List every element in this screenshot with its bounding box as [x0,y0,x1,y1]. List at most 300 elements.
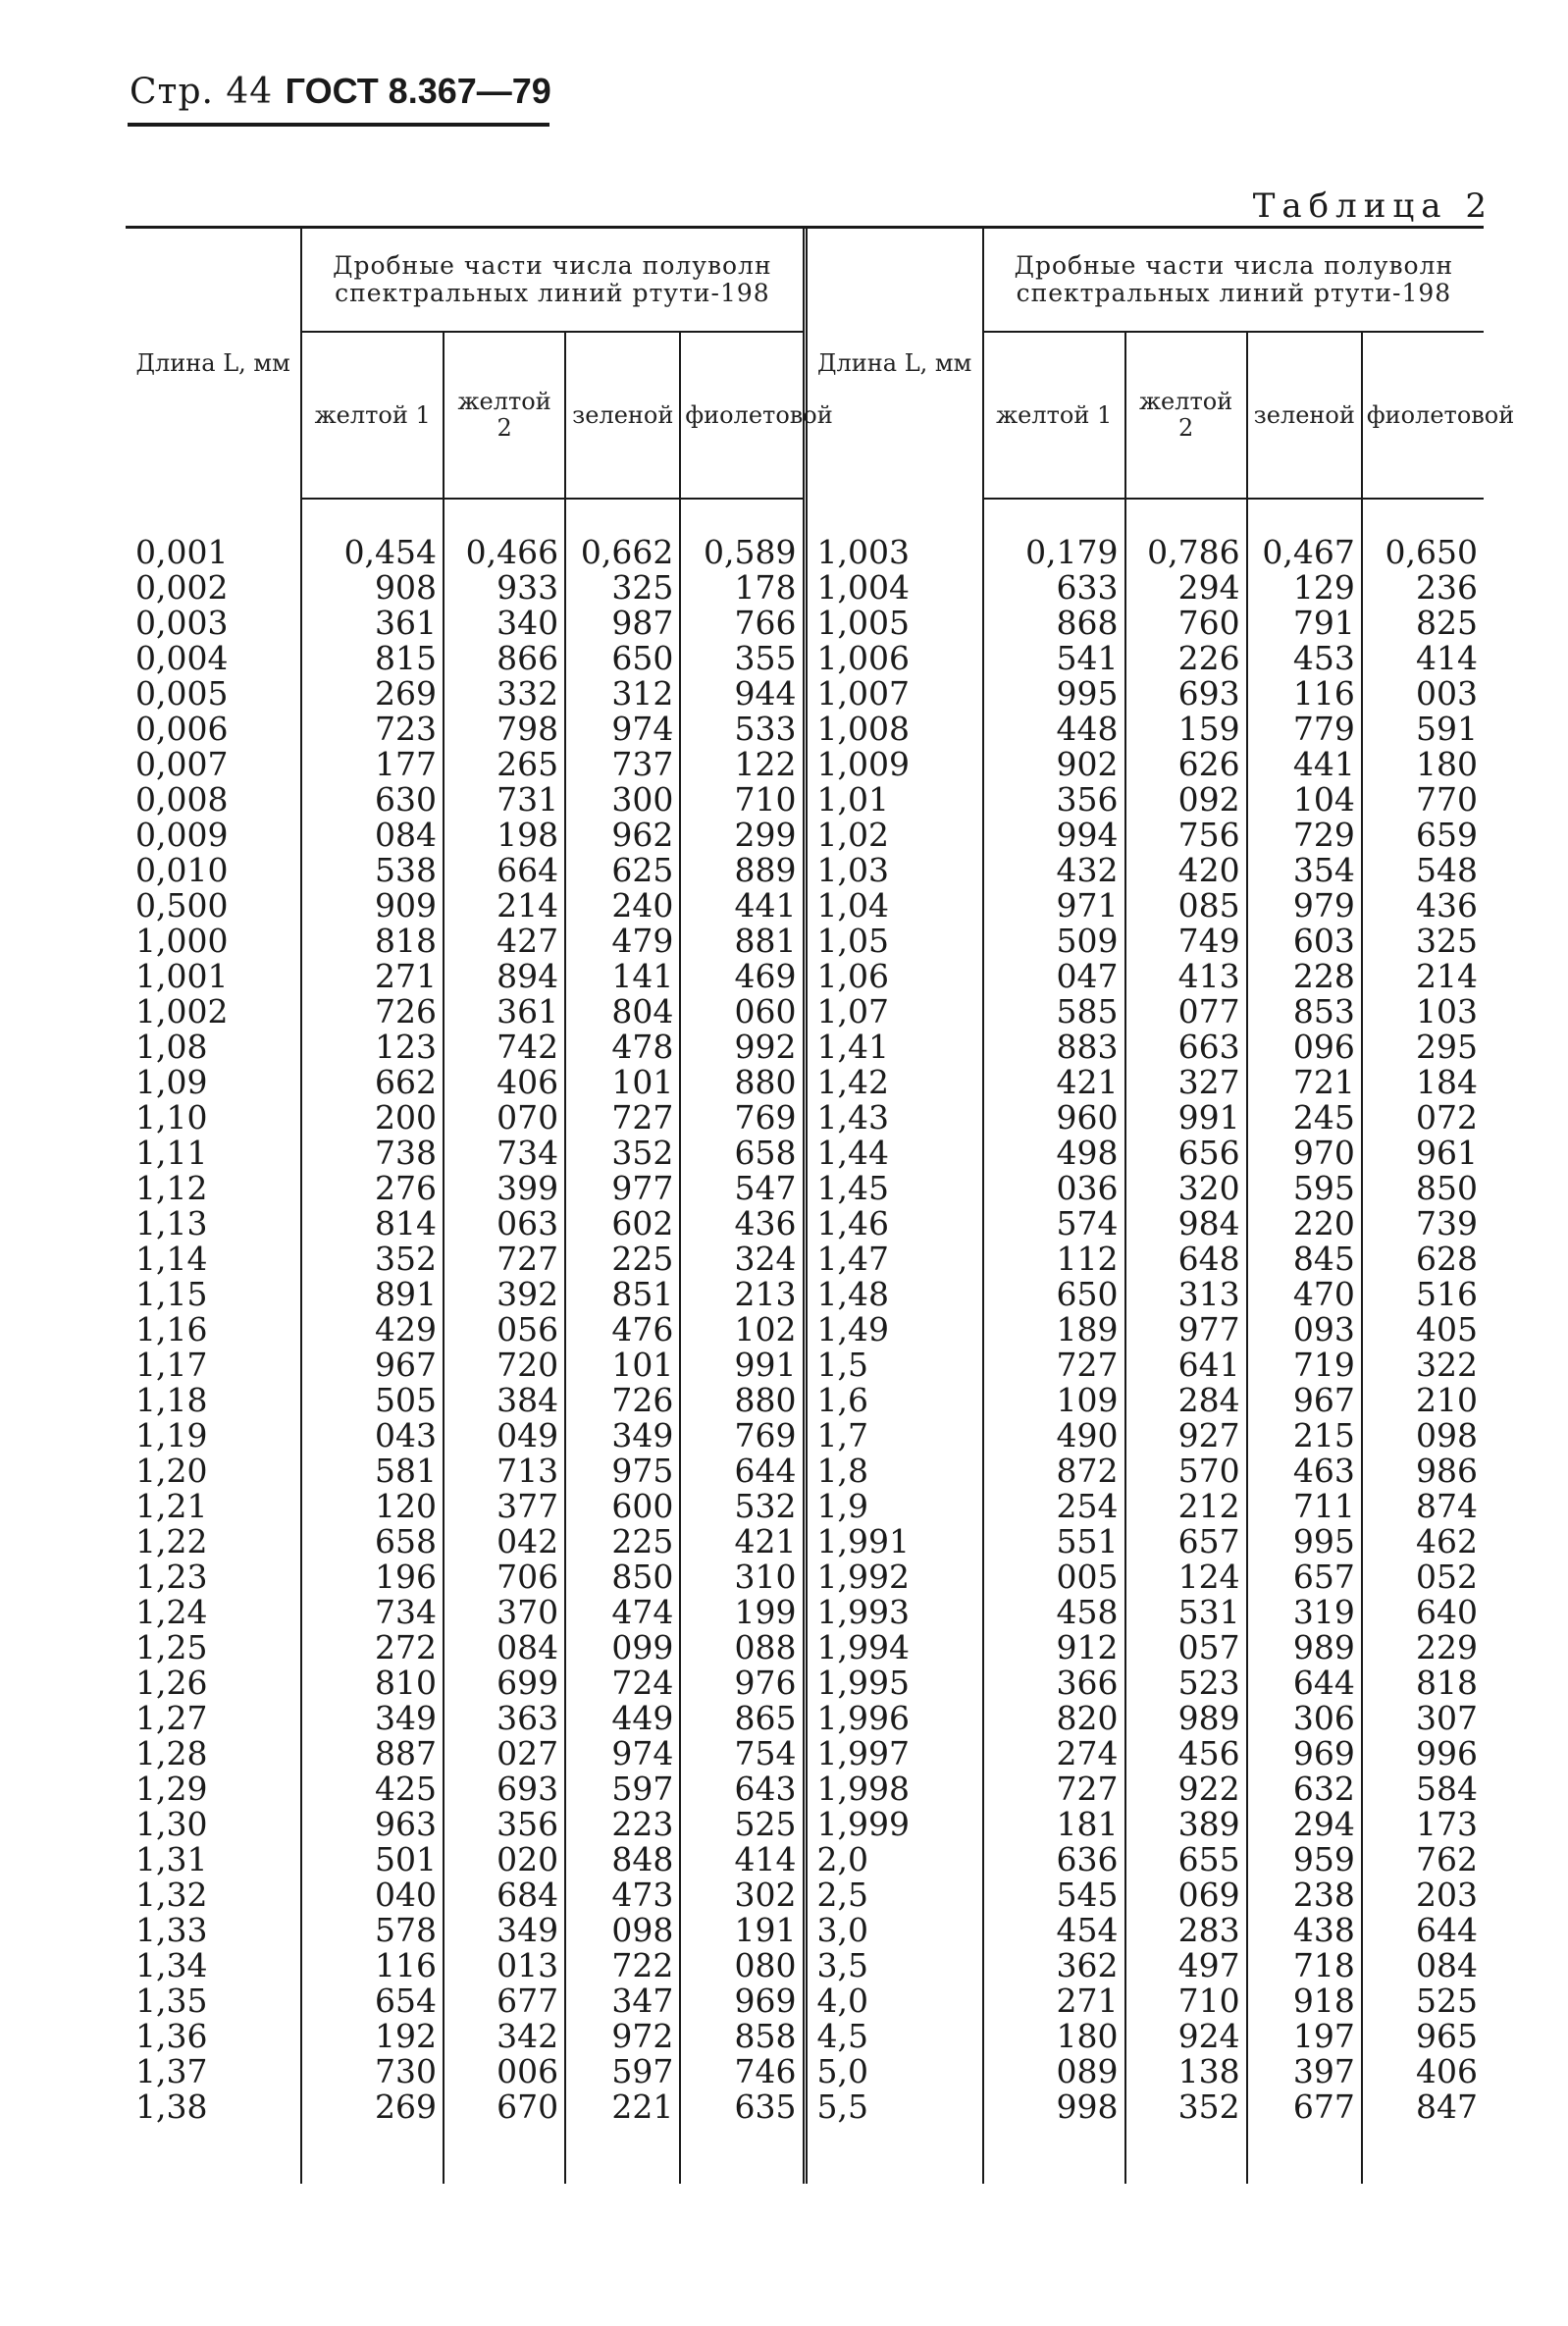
cell-violet: 469 [680,959,802,994]
cell-yellow1: 815 [301,641,444,676]
cell-length: 1,994 [816,1628,910,1666]
cell-length: 1,001 [135,957,229,995]
table-row [126,888,803,924]
cell-green: 238 [1247,1877,1362,1913]
cell-green: 0,662 [565,499,680,570]
table-row [808,1983,1485,2019]
cell-yellow1: 820 [983,1701,1125,1736]
cell-yellow2: 070 [444,1100,565,1136]
cell-violet: 992 [680,1030,802,1065]
cell-violet: 986 [1362,1454,1484,1489]
cell-yellow1: 505 [301,1383,444,1418]
cell-length: 1,03 [816,851,889,889]
cell-yellow1: 043 [301,1418,444,1454]
cell-violet: 658 [680,1136,802,1171]
cell-yellow2: 0,466 [444,499,565,570]
cell-length: 1,05 [816,922,889,960]
table-row [126,1771,803,1807]
table-label: Таблица 2 [1252,186,1493,226]
cell-length: 0,010 [135,851,229,889]
cell-yellow2: 922 [1125,1771,1247,1807]
column-header-yellow2: желтой 2 [444,332,565,499]
column-header-yellow1: желтой 1 [983,332,1125,499]
cell-violet: 210 [1362,1383,1484,1418]
cell-length: 1,16 [135,1310,208,1348]
cell-length: 2,5 [816,1876,868,1914]
cell-length: 1,29 [135,1770,208,1808]
table-row [126,959,803,994]
cell-green: 245 [1247,1100,1362,1136]
table-row [126,1242,803,1277]
cell-yellow2: 798 [444,712,565,747]
cell-length: 1,14 [135,1240,208,1278]
cell-green: 221 [565,2089,680,2184]
table-row [126,2054,803,2089]
cell-green: 718 [1247,1948,1362,1983]
cell-green: 969 [1247,1736,1362,1771]
cell-violet: 865 [680,1701,802,1736]
cell-yellow2: 693 [1125,676,1247,712]
cell-yellow2: 664 [444,853,565,888]
table-row [126,641,803,676]
cell-green: 918 [1247,1983,1362,2019]
table-row [126,1065,803,1100]
cell-length: 1,15 [135,1275,208,1313]
table-row [808,1630,1485,1665]
cell-violet: 295 [1362,1030,1484,1065]
cell-green: 479 [565,924,680,959]
cell-yellow2: 406 [444,1065,565,1100]
cell-length: 1,21 [135,1487,208,1525]
cell-green: 737 [565,747,680,782]
cell-yellow1: 269 [301,676,444,712]
cell-yellow1: 630 [301,782,444,818]
cell-yellow1: 995 [983,676,1125,712]
table-row [808,712,1485,747]
cell-yellow1: 084 [301,818,444,853]
cell-yellow1: 810 [301,1665,444,1701]
cell-yellow2: 656 [1125,1136,1247,1171]
cell-green: 478 [565,1030,680,1065]
cell-violet: 858 [680,2019,802,2054]
table-row [808,606,1485,641]
cell-violet: 525 [1362,1983,1484,2019]
table-row [808,853,1485,888]
column-header-length: Длина L, мм [135,349,290,378]
cell-length: 1,17 [135,1346,208,1384]
cell-yellow2: 420 [1125,853,1247,888]
cell-green: 657 [1247,1559,1362,1595]
cell-yellow2: 641 [1125,1348,1247,1383]
cell-green: 602 [565,1206,680,1242]
table-row [808,499,1485,570]
cell-yellow1: 116 [301,1948,444,1983]
cell-violet: 236 [1362,570,1484,606]
cell-yellow2: 933 [444,570,565,606]
table-body-right [808,499,1485,2184]
cell-length: 3,0 [816,1911,868,1949]
cell-length: 1,9 [816,1487,868,1525]
cell-yellow2: 159 [1125,712,1247,747]
table-row [808,1348,1485,1383]
cell-length: 1,009 [816,745,910,783]
cell-yellow2: 313 [1125,1277,1247,1312]
cell-violet: 414 [1362,641,1484,676]
data-table [126,226,1515,2184]
cell-length: 1,38 [135,2088,208,2126]
cell-length: 1,35 [135,1982,208,2020]
table-row [808,1312,1485,1348]
cell-length: 1,34 [135,1946,208,1984]
cell-yellow2: 924 [1125,2019,1247,2054]
cell-green: 972 [565,2019,680,2054]
table-row [808,1454,1485,1489]
cell-violet: 102 [680,1312,802,1348]
cell-length: 1,48 [816,1275,889,1313]
cell-violet: 533 [680,712,802,747]
cell-yellow2: 989 [1125,1701,1247,1736]
cell-yellow1: 352 [301,1242,444,1277]
cell-violet: 405 [1362,1312,1484,1348]
cell-green: 850 [565,1559,680,1595]
cell-yellow2: 342 [444,2019,565,2054]
cell-yellow1: 538 [301,853,444,888]
cell-violet: 103 [1362,994,1484,1030]
cell-green: 101 [565,1065,680,1100]
cell-length: 1,002 [135,992,229,1031]
cell-yellow1: 633 [983,570,1125,606]
column-header-violet: фиолетовой [1362,332,1484,499]
cell-green: 240 [565,888,680,924]
table-row [126,747,803,782]
cell-violet: 180 [1362,747,1484,782]
cell-violet: 003 [1362,676,1484,712]
cell-yellow2: 734 [444,1136,565,1171]
cell-yellow1: 040 [301,1877,444,1913]
table-row [808,1559,1485,1595]
cell-violet: 548 [1362,853,1484,888]
cell-green: 721 [1247,1065,1362,1100]
cell-yellow1: 269 [301,2089,444,2184]
cell-yellow2: 006 [444,2054,565,2089]
cell-yellow2: 020 [444,1842,565,1877]
cell-yellow2: 456 [1125,1736,1247,1771]
table-row [808,1277,1485,1312]
table-row [126,1559,803,1595]
cell-length: 1,31 [135,1840,208,1878]
cell-yellow2: 027 [444,1736,565,1771]
cell-yellow2: 327 [1125,1065,1247,1100]
cell-violet: 969 [680,1983,802,2019]
table-right-half [803,229,1515,2184]
column-header-violet: фиолетовой [680,332,802,499]
cell-violet: 302 [680,1877,802,1913]
cell-green: 853 [1247,994,1362,1030]
cell-green: 319 [1247,1595,1362,1630]
cell-yellow2: 352 [1125,2089,1247,2184]
cell-yellow1: 909 [301,888,444,924]
cell-green: 093 [1247,1312,1362,1348]
column-header-green: зеленой [1247,332,1362,499]
cell-yellow2: 984 [1125,1206,1247,1242]
cell-yellow2: 294 [1125,570,1247,606]
cell-yellow2: 991 [1125,1100,1247,1136]
cell-yellow1: 730 [301,2054,444,2089]
cell-yellow2: 760 [1125,606,1247,641]
cell-yellow1: 112 [983,1242,1125,1277]
cell-yellow2: 626 [1125,747,1247,782]
cell-length: 1,998 [816,1770,910,1808]
header-rule [128,123,549,127]
cell-yellow2: 214 [444,888,565,924]
cell-violet: 762 [1362,1842,1484,1877]
cell-yellow2: 384 [444,1383,565,1418]
cell-length: 1,41 [816,1028,889,1066]
cell-green: 726 [565,1383,680,1418]
cell-yellow2: 056 [444,1312,565,1348]
cell-green: 470 [1247,1277,1362,1312]
cell-yellow2: 057 [1125,1630,1247,1665]
cell-yellow1: 180 [983,2019,1125,2054]
cell-green: 974 [565,1736,680,1771]
cell-yellow2: 370 [444,1595,565,1630]
table-row [126,1277,803,1312]
table-row [126,2019,803,2054]
cell-yellow1: 448 [983,712,1125,747]
cell-green: 719 [1247,1348,1362,1383]
cell-yellow1: 509 [983,924,1125,959]
cell-violet: 818 [1362,1665,1484,1701]
page-number: Стр. 44 [130,72,274,112]
cell-green: 349 [565,1418,680,1454]
cell-yellow1: 662 [301,1065,444,1100]
cell-length: 1,47 [816,1240,889,1278]
cell-length: 1,24 [135,1593,208,1631]
cell-violet: 991 [680,1348,802,1383]
cell-violet: 591 [1362,712,1484,747]
cell-green: 476 [565,1312,680,1348]
cell-length: 1,25 [135,1628,208,1666]
page-header [130,71,551,112]
cell-violet: 965 [1362,2019,1484,2054]
cell-yellow1: 005 [983,1559,1125,1595]
cell-yellow2: 523 [1125,1665,1247,1701]
cell-green: 603 [1247,924,1362,959]
cell-yellow1: 271 [301,959,444,994]
cell-yellow2: 138 [1125,2054,1247,2089]
cell-yellow1: 912 [983,1630,1125,1665]
cell-length: 1,995 [816,1664,910,1702]
cell-green: 347 [565,1983,680,2019]
cell-violet: 355 [680,641,802,676]
cell-green: 129 [1247,570,1362,606]
cell-yellow2: 655 [1125,1842,1247,1877]
column-header-group: Дробные части числа полуволн спектральных линий ртути-198 [983,229,1484,332]
cell-yellow2: 749 [1125,924,1247,959]
cell-yellow1: 089 [983,2054,1125,2089]
cell-length: 4,0 [816,1982,868,2020]
cell-yellow1: 658 [301,1524,444,1559]
cell-yellow2: 693 [444,1771,565,1807]
table-row [808,1524,1485,1559]
cell-green: 970 [1247,1136,1362,1171]
cell-length: 0,009 [135,816,229,854]
cell-green: 987 [565,606,680,641]
cell-yellow1: 356 [983,782,1125,818]
table-row [808,1665,1485,1701]
cell-yellow2: 363 [444,1701,565,1736]
cell-yellow2: 677 [444,1983,565,2019]
cell-yellow1: 192 [301,2019,444,2054]
cell-violet: 847 [1362,2089,1484,2184]
table-row [126,2089,803,2184]
cell-yellow1: 734 [301,1595,444,1630]
cell-length: 1,01 [816,780,889,819]
cell-yellow1: 036 [983,1171,1125,1206]
table-row [808,747,1485,782]
cell-yellow1: 726 [301,994,444,1030]
cell-violet: 214 [1362,959,1484,994]
cell-yellow2: 349 [444,1913,565,1948]
cell-yellow1: 429 [301,1312,444,1348]
cell-yellow2: 212 [1125,1489,1247,1524]
cell-green: 979 [1247,888,1362,924]
cell-violet: 710 [680,782,802,818]
cell-yellow2: 085 [1125,888,1247,924]
cell-length: 1,49 [816,1310,889,1348]
cell-yellow1: 545 [983,1877,1125,1913]
cell-yellow1: 872 [983,1454,1125,1489]
cell-length: 1,37 [135,2052,208,2090]
cell-violet: 628 [1362,1242,1484,1277]
cell-length: 1,11 [135,1134,208,1172]
table-row [126,1383,803,1418]
cell-violet: 825 [1362,606,1484,641]
cell-violet: 532 [680,1489,802,1524]
table-row [808,888,1485,924]
cell-green: 791 [1247,606,1362,641]
table-row [808,1842,1485,1877]
cell-green: 962 [565,818,680,853]
cell-length: 1,02 [816,816,889,854]
cell-violet: 052 [1362,1559,1484,1595]
cell-green: 0,467 [1247,499,1362,570]
cell-yellow1: 454 [983,1913,1125,1948]
cell-green: 306 [1247,1701,1362,1736]
cell-yellow1: 994 [983,818,1125,853]
table-row [126,1913,803,1948]
cell-length: 0,008 [135,780,229,819]
cell-length: 1,5 [816,1346,868,1384]
cell-violet: 746 [680,2054,802,2089]
table-row [126,1454,803,1489]
cell-green: 096 [1247,1030,1362,1065]
cell-length: 1,28 [135,1734,208,1772]
cell-yellow1: 120 [301,1489,444,1524]
table-row [126,818,803,853]
cell-length: 1,003 [816,532,910,571]
cell-yellow1: 636 [983,1842,1125,1877]
table-row [126,1206,803,1242]
cell-green: 101 [565,1348,680,1383]
cell-length: 1,006 [816,639,910,677]
cell-length: 1,7 [816,1416,868,1454]
table-row [126,1701,803,1736]
cell-yellow2: 713 [444,1454,565,1489]
cell-yellow1: 727 [983,1771,1125,1807]
cell-length: 0,500 [135,886,229,925]
cell-yellow2: 092 [1125,782,1247,818]
cell-green: 724 [565,1665,680,1701]
cell-violet: 516 [1362,1277,1484,1312]
cell-yellow1: 574 [983,1206,1125,1242]
cell-length: 0,002 [135,568,229,607]
table-row [808,1489,1485,1524]
cell-yellow2: 570 [1125,1454,1247,1489]
cell-yellow1: 276 [301,1171,444,1206]
cell-yellow2: 284 [1125,1383,1247,1418]
cell-yellow1: 963 [301,1807,444,1842]
table-row [126,1877,803,1913]
cell-violet: 229 [1362,1630,1484,1665]
cell-violet: 889 [680,853,802,888]
cell-yellow1: 891 [301,1277,444,1312]
cell-length: 1,23 [135,1558,208,1596]
cell-length: 1,10 [135,1098,208,1137]
table-row [126,1948,803,1983]
table-row [126,1312,803,1348]
table-row [126,1983,803,2019]
table-row [808,2019,1485,2054]
cell-length: 1,08 [135,1028,208,1066]
cell-green: 220 [1247,1206,1362,1242]
cell-green: 099 [565,1630,680,1665]
cell-yellow2: 413 [1125,959,1247,994]
cell-yellow1: 581 [301,1454,444,1489]
cell-violet: 996 [1362,1736,1484,1771]
cell-violet: 640 [1362,1595,1484,1630]
cell-violet: 754 [680,1736,802,1771]
cell-violet: 441 [680,888,802,924]
cell-length: 1,06 [816,957,889,995]
cell-green: 215 [1247,1418,1362,1454]
cell-length: 4,5 [816,2017,868,2055]
cell-length: 3,5 [816,1946,868,1984]
cell-green: 625 [565,853,680,888]
table-row [808,1206,1485,1242]
cell-violet: 769 [680,1418,802,1454]
cell-violet: 324 [680,1242,802,1277]
cell-yellow1: 425 [301,1771,444,1807]
cell-yellow1: 274 [983,1736,1125,1771]
cell-length: 1,07 [816,992,889,1031]
cell-green: 727 [565,1100,680,1136]
cell-violet: 525 [680,1807,802,1842]
table-row [126,712,803,747]
cell-yellow2: 977 [1125,1312,1247,1348]
cell-length: 1,20 [135,1452,208,1490]
column-header-green: зеленой [565,332,680,499]
table-row [808,1807,1485,1842]
table-row [126,1418,803,1454]
cell-violet: 880 [680,1383,802,1418]
cell-yellow1: 738 [301,1136,444,1171]
cell-yellow2: 361 [444,994,565,1030]
cell-yellow2: 0,786 [1125,499,1247,570]
table-row [808,676,1485,712]
table-row [126,1842,803,1877]
table-row [808,570,1485,606]
